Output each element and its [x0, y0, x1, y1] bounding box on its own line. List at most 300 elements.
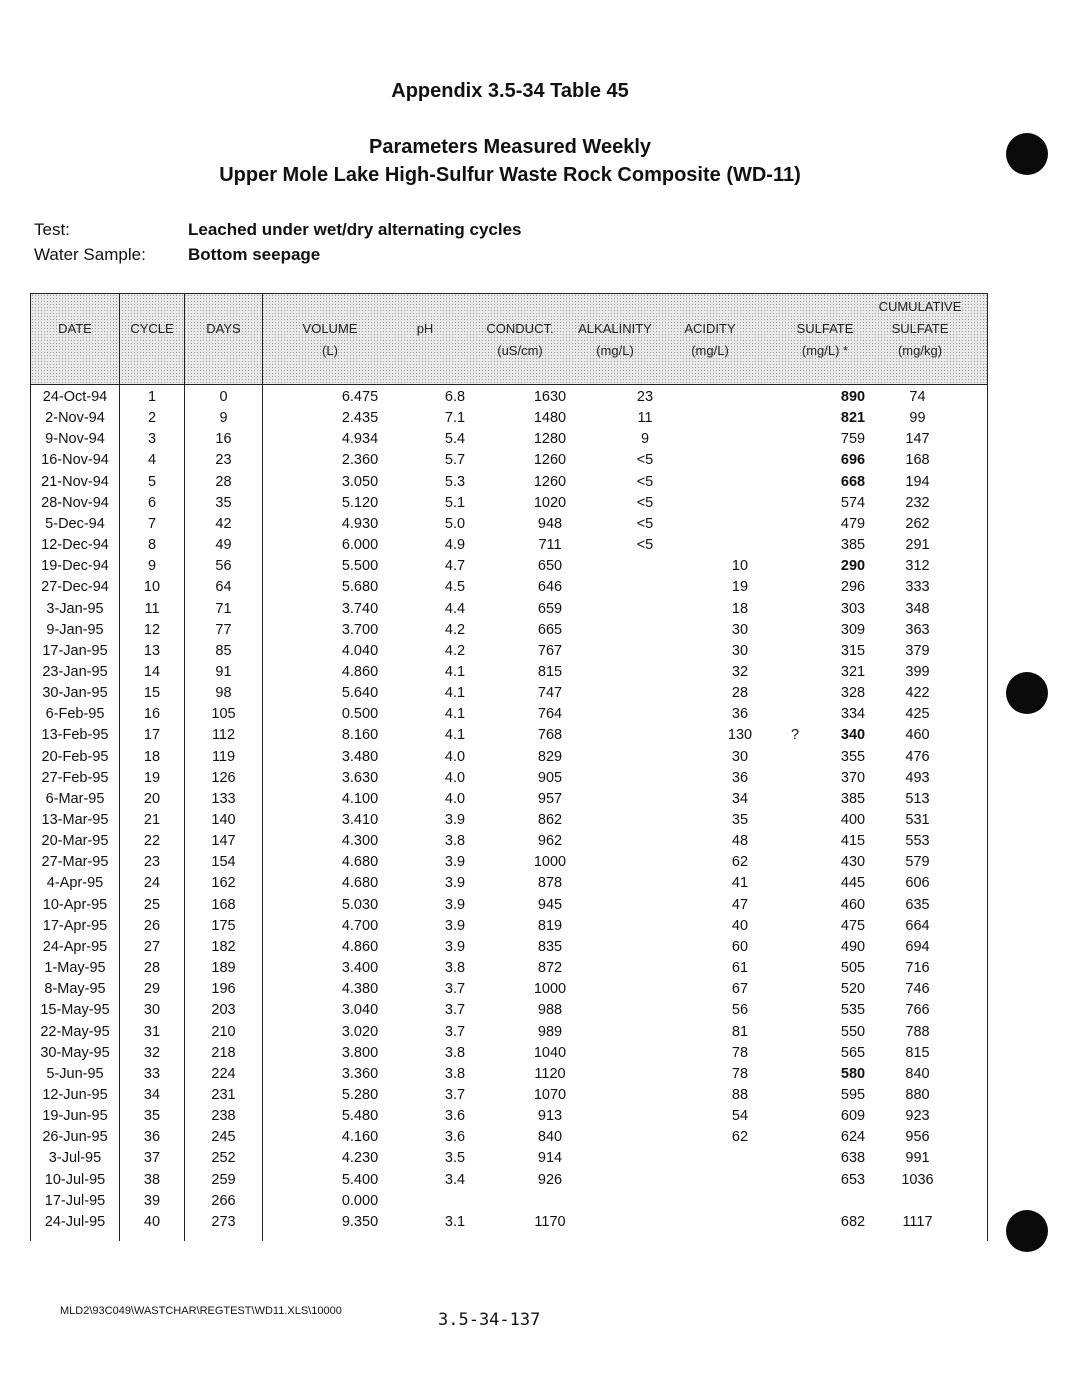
- cell-conduct: 1480: [533, 410, 567, 427]
- cell-volume: 4.680: [341, 875, 379, 892]
- cell-volume: 4.040: [341, 642, 379, 659]
- cell-days: 189: [211, 960, 236, 977]
- cell-days: 266: [211, 1192, 236, 1209]
- cell-ph: 5.3: [444, 473, 466, 490]
- page-number: 3.5-34-137: [438, 1310, 541, 1330]
- cell-cycle: 6: [147, 494, 157, 511]
- cell-cum-sulfate: 553: [905, 833, 930, 850]
- cell-conduct: 1070: [533, 1086, 567, 1103]
- cell-days: 210: [211, 1023, 236, 1040]
- punch-hole: [1006, 672, 1048, 714]
- cell-days: 105: [211, 706, 236, 723]
- cell-cum-sulfate: 1036: [901, 1171, 934, 1188]
- header-sulfate-unit: (mg/L) *: [801, 343, 849, 358]
- cell-ph: 3.8: [444, 833, 466, 850]
- cell-cycle: 29: [143, 981, 161, 998]
- cell-cum-sulfate: 815: [905, 1044, 930, 1061]
- table-title-line2: Upper Mole Lake High-Sulfur Waste Rock Composite (WD-11): [219, 164, 801, 186]
- header-ph: pH: [416, 321, 434, 336]
- table-row: [30, 960, 988, 981]
- cell-cum-sulfate: 579: [905, 854, 930, 871]
- header-acidity-unit: (mg/L): [691, 343, 729, 358]
- cell-cycle: 35: [143, 1108, 161, 1125]
- cell-cum-sulfate: 262: [905, 515, 930, 532]
- cell-cycle: 2: [147, 410, 157, 427]
- cell-days: 182: [211, 938, 236, 955]
- cell-volume: 3.050: [341, 473, 379, 490]
- cell-sulfate: 303: [840, 600, 866, 617]
- cell-sulfate: 385: [840, 537, 866, 554]
- cell-cycle: 13: [143, 642, 161, 659]
- cell-days: 175: [211, 917, 236, 934]
- cell-date: 24-Oct-94: [42, 389, 108, 405]
- cell-cum-sulfate: 840: [905, 1065, 930, 1082]
- cell-acidity: 40: [731, 917, 749, 934]
- cell-cum-sulfate: 766: [905, 1002, 930, 1019]
- table-row: [30, 833, 988, 854]
- cell-days: 64: [215, 579, 232, 596]
- cell-volume: 3.700: [341, 621, 379, 638]
- cell-cycle: 14: [143, 663, 161, 680]
- cell-acidity: 30: [731, 748, 749, 765]
- cell-days: 238: [211, 1108, 236, 1125]
- table-row: [30, 1108, 988, 1129]
- cell-sulfate: 475: [840, 917, 866, 934]
- cell-ph: 4.7: [444, 558, 466, 575]
- cell-ph: 5.4: [444, 431, 466, 448]
- cell-sulfate: 430: [840, 854, 866, 871]
- cell-date: 5-Dec-94: [45, 515, 105, 532]
- cell-sulfate: 653: [840, 1171, 866, 1188]
- header-alkalinity-unit: (mg/L): [596, 343, 634, 358]
- cell-cycle: 4: [147, 452, 157, 469]
- cell-volume: 4.860: [341, 938, 379, 955]
- header-acidity: ACIDITY: [684, 321, 736, 336]
- cell-ph: 4.2: [444, 621, 466, 638]
- cell-acidity: 130: [727, 727, 753, 744]
- cell-days: 196: [211, 981, 236, 998]
- cell-ph: 3.9: [444, 938, 466, 955]
- cell-cycle: 10: [143, 579, 161, 596]
- cell-days: 218: [211, 1044, 236, 1061]
- cell-volume: 5.280: [341, 1086, 379, 1103]
- cell-cum-sulfate: 422: [905, 685, 930, 702]
- cell-cum-sulfate: 694: [905, 938, 930, 955]
- cell-conduct: 957: [537, 790, 563, 807]
- cell-ph: 3.9: [444, 812, 466, 828]
- table-row: [30, 749, 988, 770]
- cell-volume: 6.000: [341, 537, 379, 554]
- cell-sulfate: 550: [840, 1023, 866, 1040]
- cell-ph: 4.4: [444, 600, 466, 617]
- cell-cycle: 11: [144, 600, 160, 617]
- cell-acidity: 28: [731, 685, 749, 702]
- cell-conduct: 819: [537, 917, 563, 934]
- header-cum-sulfate: SULFATE: [891, 321, 949, 336]
- cell-cycle: 20: [143, 790, 161, 807]
- cell-volume: 3.410: [341, 812, 379, 828]
- cell-cum-sulfate: 664: [905, 917, 930, 934]
- cell-date: 13-Feb-95: [41, 727, 109, 744]
- cell-date: 6-Feb-95: [45, 706, 105, 723]
- cell-volume: 8.160: [341, 727, 379, 744]
- cell-cycle: 24: [143, 875, 161, 892]
- cell-acidity: 81: [731, 1023, 749, 1040]
- header-date: DATE: [58, 321, 92, 336]
- cell-cycle: 9: [147, 558, 157, 575]
- cell-days: 9: [219, 410, 228, 427]
- appendix-title: Appendix 3.5-34 Table 45: [391, 80, 629, 102]
- cell-sulfate: 340: [840, 727, 866, 744]
- cell-cum-sulfate: 74: [909, 389, 926, 405]
- cell-cum-sulfate: 232: [905, 494, 930, 511]
- cell-cum-sulfate: 531: [905, 812, 930, 828]
- cell-days: 85: [215, 642, 232, 659]
- cell-cycle: 32: [143, 1044, 161, 1061]
- table-row: [30, 410, 988, 431]
- table-row: [30, 897, 988, 918]
- cell-conduct: 1280: [533, 431, 567, 448]
- cell-cycle: 25: [143, 896, 161, 913]
- table-title-line1: Parameters Measured Weekly: [368, 136, 651, 158]
- cell-ph: 4.2: [444, 642, 466, 659]
- sample-value: Bottom seepage: [188, 245, 321, 264]
- header-cumulative: CUMULATIVE: [878, 299, 962, 314]
- header-days: DAYS: [206, 321, 241, 336]
- cell-sulfate: 290: [840, 558, 866, 575]
- cell-conduct: 962: [537, 833, 563, 850]
- cell-conduct: 835: [537, 938, 563, 955]
- cell-volume: 4.230: [341, 1150, 379, 1167]
- cell-ph: 3.7: [444, 1023, 466, 1040]
- cell-days: 231: [211, 1086, 236, 1103]
- cell-conduct: 1260: [533, 473, 567, 490]
- cell-sulfate: 624: [840, 1129, 866, 1146]
- cell-days: 42: [215, 515, 232, 532]
- cell-cycle: 28: [143, 960, 161, 977]
- cell-conduct: 1000: [533, 854, 567, 871]
- cell-days: 147: [211, 833, 236, 850]
- punch-hole: [1006, 1210, 1048, 1252]
- cell-date: 3-Jul-95: [48, 1150, 102, 1167]
- cell-sulfate: 821: [840, 410, 866, 427]
- table-row: [30, 431, 988, 452]
- cell-volume: 4.930: [341, 515, 379, 532]
- table-row: [30, 1066, 988, 1087]
- table-row: [30, 558, 988, 579]
- cell-date: 12-Dec-94: [41, 537, 109, 554]
- cell-days: 245: [211, 1129, 236, 1146]
- cell-sulfate: 609: [840, 1108, 866, 1125]
- cell-date: 1-May-95: [44, 960, 106, 977]
- cell-cum-sulfate: 194: [905, 473, 930, 490]
- table-row: [30, 495, 988, 516]
- cell-conduct: 1040: [533, 1044, 567, 1061]
- cell-cycle: 40: [143, 1213, 161, 1230]
- cell-sulfate: 445: [840, 875, 866, 892]
- cell-cum-sulfate: 399: [905, 663, 930, 680]
- table-row: [30, 537, 988, 558]
- cell-cum-sulfate: 363: [905, 621, 930, 638]
- cell-date: 16-Nov-94: [41, 452, 109, 469]
- cell-sulfate: 334: [840, 706, 866, 723]
- cell-days: 98: [215, 685, 232, 702]
- table-row: [30, 1045, 988, 1066]
- cell-ph: 3.4: [444, 1171, 466, 1188]
- cell-conduct: 665: [537, 621, 563, 638]
- cell-cum-sulfate: 513: [905, 790, 930, 807]
- cell-volume: 4.700: [341, 917, 379, 934]
- cell-ph: 4.0: [444, 769, 466, 786]
- cell-volume: 4.680: [341, 854, 379, 871]
- cell-acidity: 41: [731, 875, 749, 892]
- cell-days: 49: [215, 537, 232, 554]
- cell-acidity: 30: [731, 621, 749, 638]
- cell-conduct: 1170: [534, 1213, 566, 1230]
- cell-ph: 3.6: [444, 1108, 466, 1125]
- cell-date: 24-Jul-95: [44, 1213, 106, 1230]
- table-row: [30, 770, 988, 791]
- cell-volume: 3.480: [341, 748, 379, 765]
- table-row: [30, 601, 988, 622]
- cell-ph: 4.0: [444, 748, 466, 765]
- cell-cum-sulfate: 635: [905, 896, 930, 913]
- header-sulfate: SULFATE: [796, 321, 854, 336]
- cell-ph: 4.1: [444, 663, 466, 680]
- cell-cycle: 36: [143, 1129, 161, 1146]
- cell-ph: 3.8: [444, 960, 466, 977]
- cell-cum-sulfate: 425: [905, 706, 930, 723]
- cell-days: 119: [211, 748, 236, 765]
- cell-sulfate: 682: [840, 1213, 866, 1230]
- cell-ph: 6.8: [444, 389, 466, 405]
- cell-ph: 5.1: [444, 494, 466, 511]
- cell-sulfate: 759: [840, 431, 866, 448]
- cell-ph: 5.0: [444, 515, 466, 532]
- cell-sulfate: 535: [840, 1002, 866, 1019]
- cell-volume: 3.630: [341, 769, 379, 786]
- table-row: [30, 706, 988, 727]
- table-row: [30, 1129, 988, 1150]
- cell-cycle: 5: [147, 473, 157, 490]
- header-alkalinity: ALKALINITY: [578, 321, 652, 336]
- cell-days: 133: [211, 790, 236, 807]
- cell-sulfate: 490: [840, 938, 866, 955]
- cell-volume: 4.934: [341, 431, 379, 448]
- cell-acidity: 88: [731, 1086, 749, 1103]
- cell-conduct: 840: [537, 1129, 563, 1146]
- cell-days: 126: [211, 769, 236, 786]
- cell-acidity: 18: [731, 600, 749, 617]
- cell-cum-sulfate: 606: [905, 875, 930, 892]
- cell-cum-sulfate: 991: [905, 1150, 930, 1167]
- cell-date: 24-Apr-95: [42, 938, 108, 955]
- cell-date: 26-Jun-95: [42, 1129, 108, 1146]
- cell-conduct: 1120: [534, 1065, 566, 1082]
- cell-ph: 5.7: [444, 452, 466, 469]
- table-row: [30, 981, 988, 1002]
- cell-acidity: 47: [731, 896, 749, 913]
- cell-ph: 4.1: [444, 727, 466, 744]
- cell-date: 13-Mar-95: [41, 812, 109, 828]
- cell-days: 35: [215, 494, 232, 511]
- header-volume-unit: (L): [322, 343, 338, 358]
- table-row: [30, 918, 988, 939]
- cell-volume: 2.360: [341, 452, 379, 469]
- cell-acidity: 54: [731, 1108, 749, 1125]
- cell-volume: 0.000: [341, 1192, 379, 1209]
- cell-days: 23: [215, 452, 232, 469]
- cell-sulfate: 315: [840, 642, 866, 659]
- cell-cycle: 1: [147, 389, 157, 405]
- cell-cycle: 16: [143, 706, 161, 723]
- cell-cum-sulfate: 168: [905, 452, 930, 469]
- cell-volume: 5.640: [341, 685, 379, 702]
- header-conduct-unit: (uS/cm): [497, 343, 543, 358]
- cell-days: 154: [211, 854, 236, 871]
- table-row: [30, 643, 988, 664]
- cell-conduct: 815: [537, 663, 563, 680]
- cell-ph: 3.8: [444, 1065, 466, 1082]
- cell-volume: 4.300: [341, 833, 379, 850]
- cell-sulfate: 321: [840, 663, 866, 680]
- cell-acidity: 34: [731, 790, 749, 807]
- cell-date: 20-Mar-95: [41, 833, 109, 850]
- cell-volume: 0.500: [341, 706, 379, 723]
- cell-date: 19-Dec-94: [41, 558, 109, 575]
- cell-days: 140: [211, 812, 236, 828]
- cell-cycle: 30: [143, 1002, 161, 1019]
- cell-sulfate: 460: [840, 896, 866, 913]
- cell-volume: 5.120: [341, 494, 379, 511]
- cell-date: 9-Jan-95: [46, 621, 104, 638]
- cell-conduct: 872: [537, 960, 563, 977]
- cell-cum-sulfate: 746: [905, 981, 930, 998]
- cell-days: 168: [211, 896, 236, 913]
- data-table: [30, 293, 988, 1241]
- cell-conduct: 659: [537, 600, 563, 617]
- cell-sulfate: 520: [840, 981, 866, 998]
- cell-conduct: 1000: [533, 981, 567, 998]
- cell-ph: 4.5: [444, 579, 466, 596]
- cell-cum-sulfate: 956: [905, 1129, 930, 1146]
- cell-conduct: 945: [537, 896, 563, 913]
- cell-date: 10-Jul-95: [44, 1171, 106, 1188]
- cell-date: 20-Feb-95: [41, 748, 109, 765]
- cell-ph: 4.1: [444, 685, 466, 702]
- cell-cycle: 8: [147, 537, 157, 554]
- cell-date: 4-Apr-95: [46, 875, 104, 892]
- cell-days: 224: [211, 1065, 236, 1082]
- cell-days: 252: [211, 1150, 236, 1167]
- table-row: [30, 939, 988, 960]
- cell-date: 10-Apr-95: [42, 896, 108, 913]
- table-row: [30, 516, 988, 537]
- cell-cycle: 22: [143, 833, 161, 850]
- cell-date: 12-Jun-95: [42, 1086, 108, 1103]
- cell-cycle: 33: [143, 1065, 161, 1082]
- test-value: Leached under wet/dry alternating cycles: [188, 220, 522, 239]
- cell-conduct: 905: [537, 769, 563, 786]
- table-row: [30, 664, 988, 685]
- table-header: [30, 293, 988, 385]
- cell-volume: 3.360: [341, 1065, 379, 1082]
- table-row: [30, 1214, 988, 1235]
- cell-volume: 5.400: [341, 1171, 379, 1188]
- cell-volume: 3.040: [341, 1002, 379, 1019]
- cell-acidity: 60: [731, 938, 749, 955]
- cell-date: 27-Mar-95: [41, 854, 109, 871]
- cell-ph: 4.0: [444, 790, 466, 807]
- cell-acidity: 36: [731, 769, 749, 786]
- cell-date: 9-Nov-94: [45, 431, 105, 448]
- table-row: [30, 812, 988, 833]
- table-row: [30, 1087, 988, 1108]
- cell-ph: 3.7: [444, 1086, 466, 1103]
- cell-date: 15-May-95: [40, 1002, 110, 1019]
- cell-sulfate: 400: [840, 812, 866, 828]
- cell-cum-sulfate: 476: [905, 748, 930, 765]
- cell-conduct: 764: [537, 706, 563, 723]
- cell-date: 19-Jun-95: [42, 1108, 108, 1125]
- cell-days: 56: [215, 558, 232, 575]
- cell-cum-sulfate: 923: [905, 1108, 930, 1125]
- header-volume: VOLUME: [302, 321, 358, 336]
- cell-days: 273: [211, 1213, 236, 1230]
- cell-cum-sulfate: 291: [905, 537, 930, 554]
- table-row: [30, 452, 988, 473]
- cell-cycle: 3: [147, 431, 157, 448]
- cell-cum-sulfate: 312: [905, 558, 930, 575]
- cell-sulfate: 370: [840, 769, 866, 786]
- cell-conduct: 711: [538, 537, 562, 554]
- cell-cum-sulfate: 379: [905, 642, 930, 659]
- cell-acidity: 19: [731, 579, 749, 596]
- cell-alkalinity: 11: [637, 410, 653, 427]
- cell-sulfate: 309: [840, 621, 866, 638]
- table-row: [30, 1150, 988, 1171]
- cell-date: 30-Jan-95: [42, 685, 108, 702]
- cell-conduct: 767: [537, 642, 563, 659]
- cell-volume: 3.740: [341, 600, 379, 617]
- table-row: [30, 875, 988, 896]
- cell-sulfate: 696: [840, 452, 866, 469]
- cell-conduct: 1020: [533, 494, 567, 511]
- cell-cycle: 12: [143, 621, 161, 638]
- header-conduct: CONDUCT.: [486, 321, 554, 336]
- cell-cycle: 37: [143, 1150, 161, 1167]
- cell-days: 91: [215, 663, 232, 680]
- table-row: [30, 474, 988, 495]
- cell-date: 2-Nov-94: [45, 410, 105, 427]
- cell-date: 27-Feb-95: [41, 769, 109, 786]
- cell-ph: 3.9: [444, 854, 466, 871]
- cell-days: 203: [211, 1002, 236, 1019]
- cell-volume: 5.480: [341, 1108, 379, 1125]
- cell-acidity: 56: [731, 1002, 749, 1019]
- cell-conduct: 948: [537, 515, 563, 532]
- cell-days: 0: [219, 389, 228, 405]
- cell-conduct: 914: [537, 1150, 563, 1167]
- cell-acidity: 10: [731, 558, 749, 575]
- cell-volume: 6.475: [341, 389, 379, 405]
- cell-volume: 9.350: [341, 1213, 379, 1230]
- cell-volume: 4.860: [341, 663, 379, 680]
- cell-volume: 2.435: [341, 410, 379, 427]
- cell-cum-sulfate: 147: [905, 431, 930, 448]
- table-row: [30, 1024, 988, 1045]
- cell-conduct: 650: [537, 558, 563, 575]
